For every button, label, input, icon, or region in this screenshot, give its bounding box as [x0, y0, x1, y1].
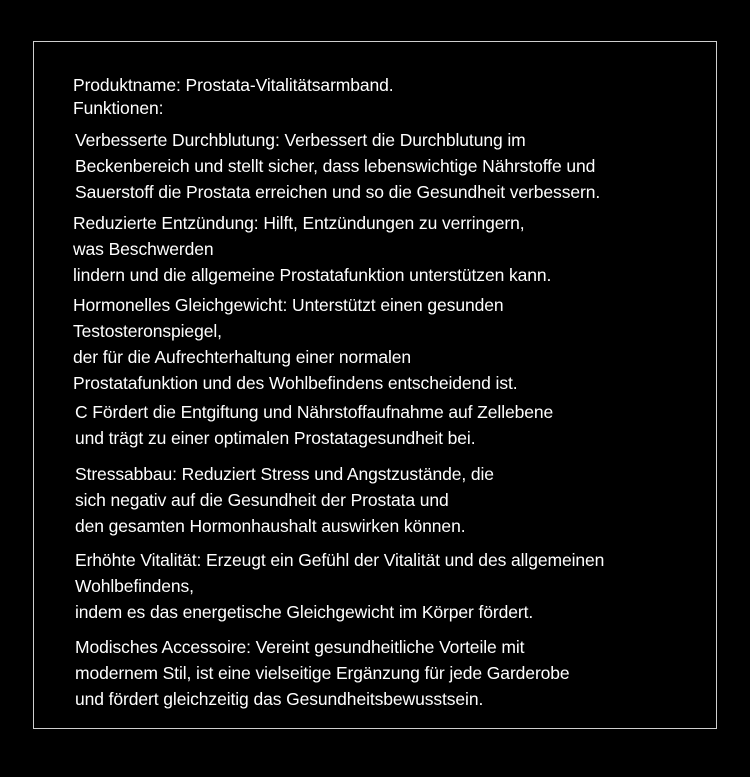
paragraph-line: Hormonelles Gleichgewicht: Unterstützt einen gesunden: [73, 295, 504, 315]
paragraph-line: den gesamten Hormonhaushalt auswirken können.: [75, 516, 466, 536]
paragraph-fashion-accessory: [75, 634, 570, 712]
paragraph-line: sich negativ auf die Gesundheit der Prostata und: [75, 490, 449, 510]
paragraph-line: lindern und die allgemeine Prostatafunktion unterstützen kann.: [73, 265, 552, 285]
paragraph-vitality: [75, 547, 604, 625]
paragraph-line: Wohlbefindens,: [75, 576, 194, 596]
paragraph-blood-circulation: [75, 127, 600, 205]
paragraph-line: C Fördert die Entgiftung und Nährstoffaufnahme auf Zellebene: [75, 402, 554, 422]
paragraph-stress-relief: [75, 461, 494, 539]
product-name-line: [73, 75, 394, 96]
paragraph-line: und fördert gleichzeitig das Gesundheitsbewusstsein.: [75, 689, 484, 709]
paragraph-line: Modisches Accessoire: Vereint gesundheitliche Vorteile mit: [75, 637, 525, 657]
product-name-text: Produktname: Prostata-Vitalitätsarmband.: [73, 75, 394, 95]
functions-heading: [73, 98, 163, 119]
paragraph-line: der für die Aufrechterhaltung einer normalen: [73, 347, 412, 367]
paragraph-inflammation: [73, 210, 551, 288]
paragraph-line: was Beschwerden: [73, 239, 214, 259]
paragraph-line: Prostatafunktion und des Wohlbefindens entscheidend ist.: [73, 373, 518, 393]
paragraph-line: Erhöhte Vitalität: Erzeugt ein Gefühl der Vitalität und des allgemeinen: [75, 550, 605, 570]
paragraph-line: Stressabbau: Reduziert Stress und Angstzustände, die: [75, 464, 494, 484]
paragraph-line: Sauerstoff die Prostata erreichen und so die Gesundheit verbessern.: [75, 182, 601, 202]
paragraph-line: Testosteronspiegel,: [73, 321, 222, 341]
paragraph-hormonal-balance: [73, 292, 518, 396]
paragraph-detox: [75, 399, 553, 451]
functions-heading-text: Funktionen:: [73, 98, 164, 118]
paragraph-line: indem es das energetische Gleichgewicht im Körper fördert.: [75, 602, 534, 622]
paragraph-line: und trägt zu einer optimalen Prostatagesundheit bei.: [75, 428, 476, 448]
paragraph-line: Reduzierte Entzündung: Hilft, Entzündungen zu verringern,: [73, 213, 525, 233]
paragraph-line: modernem Stil, ist eine vielseitige Ergänzung für jede Garderobe: [75, 663, 570, 683]
paragraph-line: Beckenbereich und stellt sicher, dass lebenswichtige Nährstoffe und: [75, 156, 596, 176]
paragraph-line: Verbesserte Durchblutung: Verbessert die Durchblutung im: [75, 130, 526, 150]
